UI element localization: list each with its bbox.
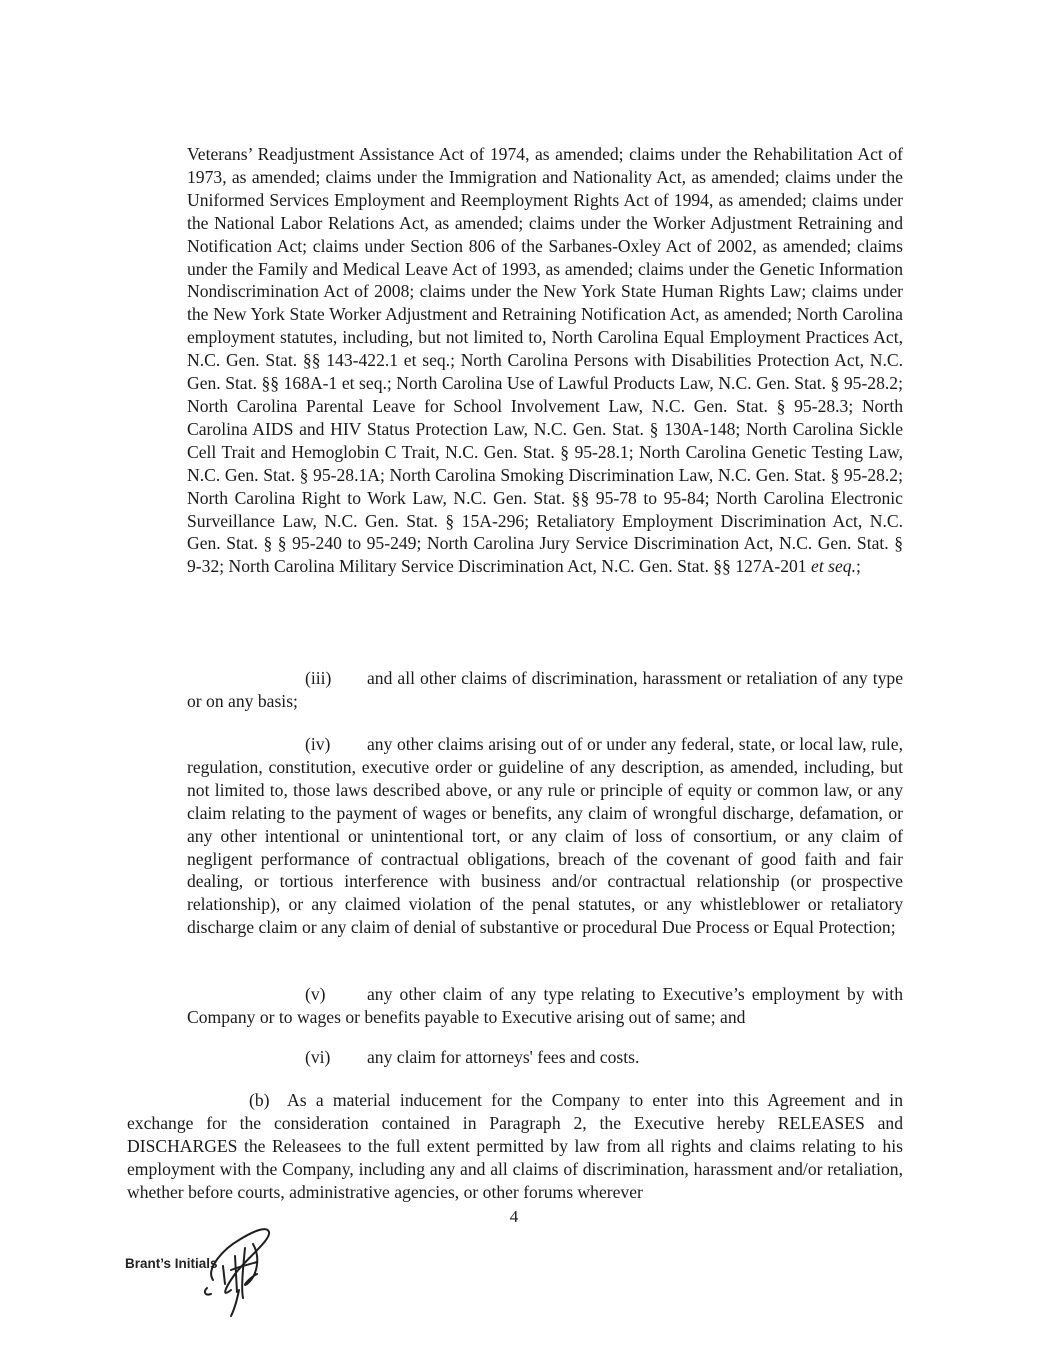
paragraph-continuation — [187, 143, 903, 578]
clause-v — [187, 983, 903, 1029]
clause-iii-label: (iii) — [305, 668, 332, 688]
clause-vi — [305, 1046, 903, 1069]
clause-iv-text: any other claims arising out of or under any federal, state, or local law, rule, regulation, constitution, executive order or guideline of any description, as amended, including, but not limited to, those laws described above, or any rule or principle of equity or common law, or any claim relating to the payment of wages or benefits, any claim of wrongful discharge, defamation, or any other intentional or unintentional tort, or any claim of loss of consortium, or any claim of negligent performance of contractual obligations, breach of the covenant of good faith and fair dealing, or tortious interference with business and/or contractual relationship (or prospective relationship), or any claimed violation of the penal statutes, or any whistleblower or retaliatory discharge claim or any claim of denial of substantive or procedural Due Process or Equal Protection; — [187, 734, 903, 938]
paragraph-continuation-text: Veterans’ Readjustment Assistance Act of 1974, as amended; claims under the Rehabilitation Act of 1973, as amended; claims under the Immigration and Nationality Act, as amended; claims under the Uniformed Services Employment and Reemployment Rights Act of 1994, as amended; claims under the National Labor Relations Act, as amended; claims under the Worker Adjustment Retraining and Notification Act; claims under Section 806 of the Sarbanes-Oxley Act of 2002, as amended; claims under the Family and Medical Leave Act of 1993, as amended; claims under the Genetic Information Nondiscrimination Act of 2008; claims under the New York State Human Rights Law; claims under the New York State Worker Adjustment and Retraining Notification Act, as amended; North Carolina employment statutes, including, but not limited to, North Carolina Equal Employment Practices Act, N.C. Gen. Stat. §§ 143-422.1 et seq.; North Carolina Persons with Disabilities Protection Act, N.C. Gen. Stat. §§ 168A-1 et seq.; North Carolina Use of Lawful Products Law, N.C. Gen. Stat. § 95-28.2; North Carolina Parental Leave for School Involvement Law, N.C. Gen. Stat. § 95-28.3; North Carolina AIDS and HIV Status Protection Law, N.C. Gen. Stat. § 130A-148; North Carolina Sickle Cell Trait and Hemoglobin C Trait, N.C. Gen. Stat. § 95-28.1; North Carolina Genetic Testing Law, N.C. Gen. Stat. § 95-28.1A; North Carolina Smoking Discrimination Law, N.C. Gen. Stat. § 95-28.2; North Carolina Right to Work Law, N.C. Gen. Stat. §§ 95-78 to 95-84; North Carolina Electronic Surveillance Law, N.C. Gen. Stat. § 15A-296; Retaliatory Employment Discrimination Act, N.C. Gen. Stat. § § 95-240 to 95-249; North Carolina Jury Service Discrimination Act, N.C. Gen. Stat. § 9-32; North Carolina Military Service Discrimination Act, N.C. Gen. Stat. §§ 127A-201 — [187, 144, 903, 577]
clause-v-label: (v) — [305, 984, 326, 1004]
initials-label: Brant’s Initials — [125, 1256, 218, 1271]
clause-iv — [187, 733, 903, 939]
paragraph-continuation-end: ; — [855, 556, 861, 577]
section-b-text: As a material inducement for the Company to enter into this Agreement and in exchange for the consideration contained in Paragraph 2, the Executive hereby RELEASES and DISCHARGES the Releasees to the full extent permitted by law from all rights and claims relating to his employment with the Company, including any and all claims of discrimination, harassment and/or retaliation, whether before courts, administrative agencies, or other forums wherever — [127, 1090, 903, 1202]
page-number: 4 — [509, 1207, 519, 1226]
clause-iii — [187, 667, 903, 713]
clause-vi-label: (vi) — [305, 1047, 331, 1067]
clause-vi-text: any claim for attorneys' fees and costs. — [367, 1047, 640, 1067]
section-b-label: (b) — [249, 1090, 270, 1110]
section-b — [127, 1089, 903, 1204]
initials-signature — [195, 1218, 285, 1318]
clause-iii-text: and all other claims of discrimination, harassment or retaliation of any type or on any basis; — [187, 668, 903, 711]
et-seq-italic: et seq. — [811, 556, 856, 577]
clause-v-text: any other claim of any type relating to Executive’s employment by with Company or to wages or benefits payable to Executive arising out of same; and — [187, 984, 903, 1027]
clause-iv-label: (iv) — [305, 734, 331, 754]
